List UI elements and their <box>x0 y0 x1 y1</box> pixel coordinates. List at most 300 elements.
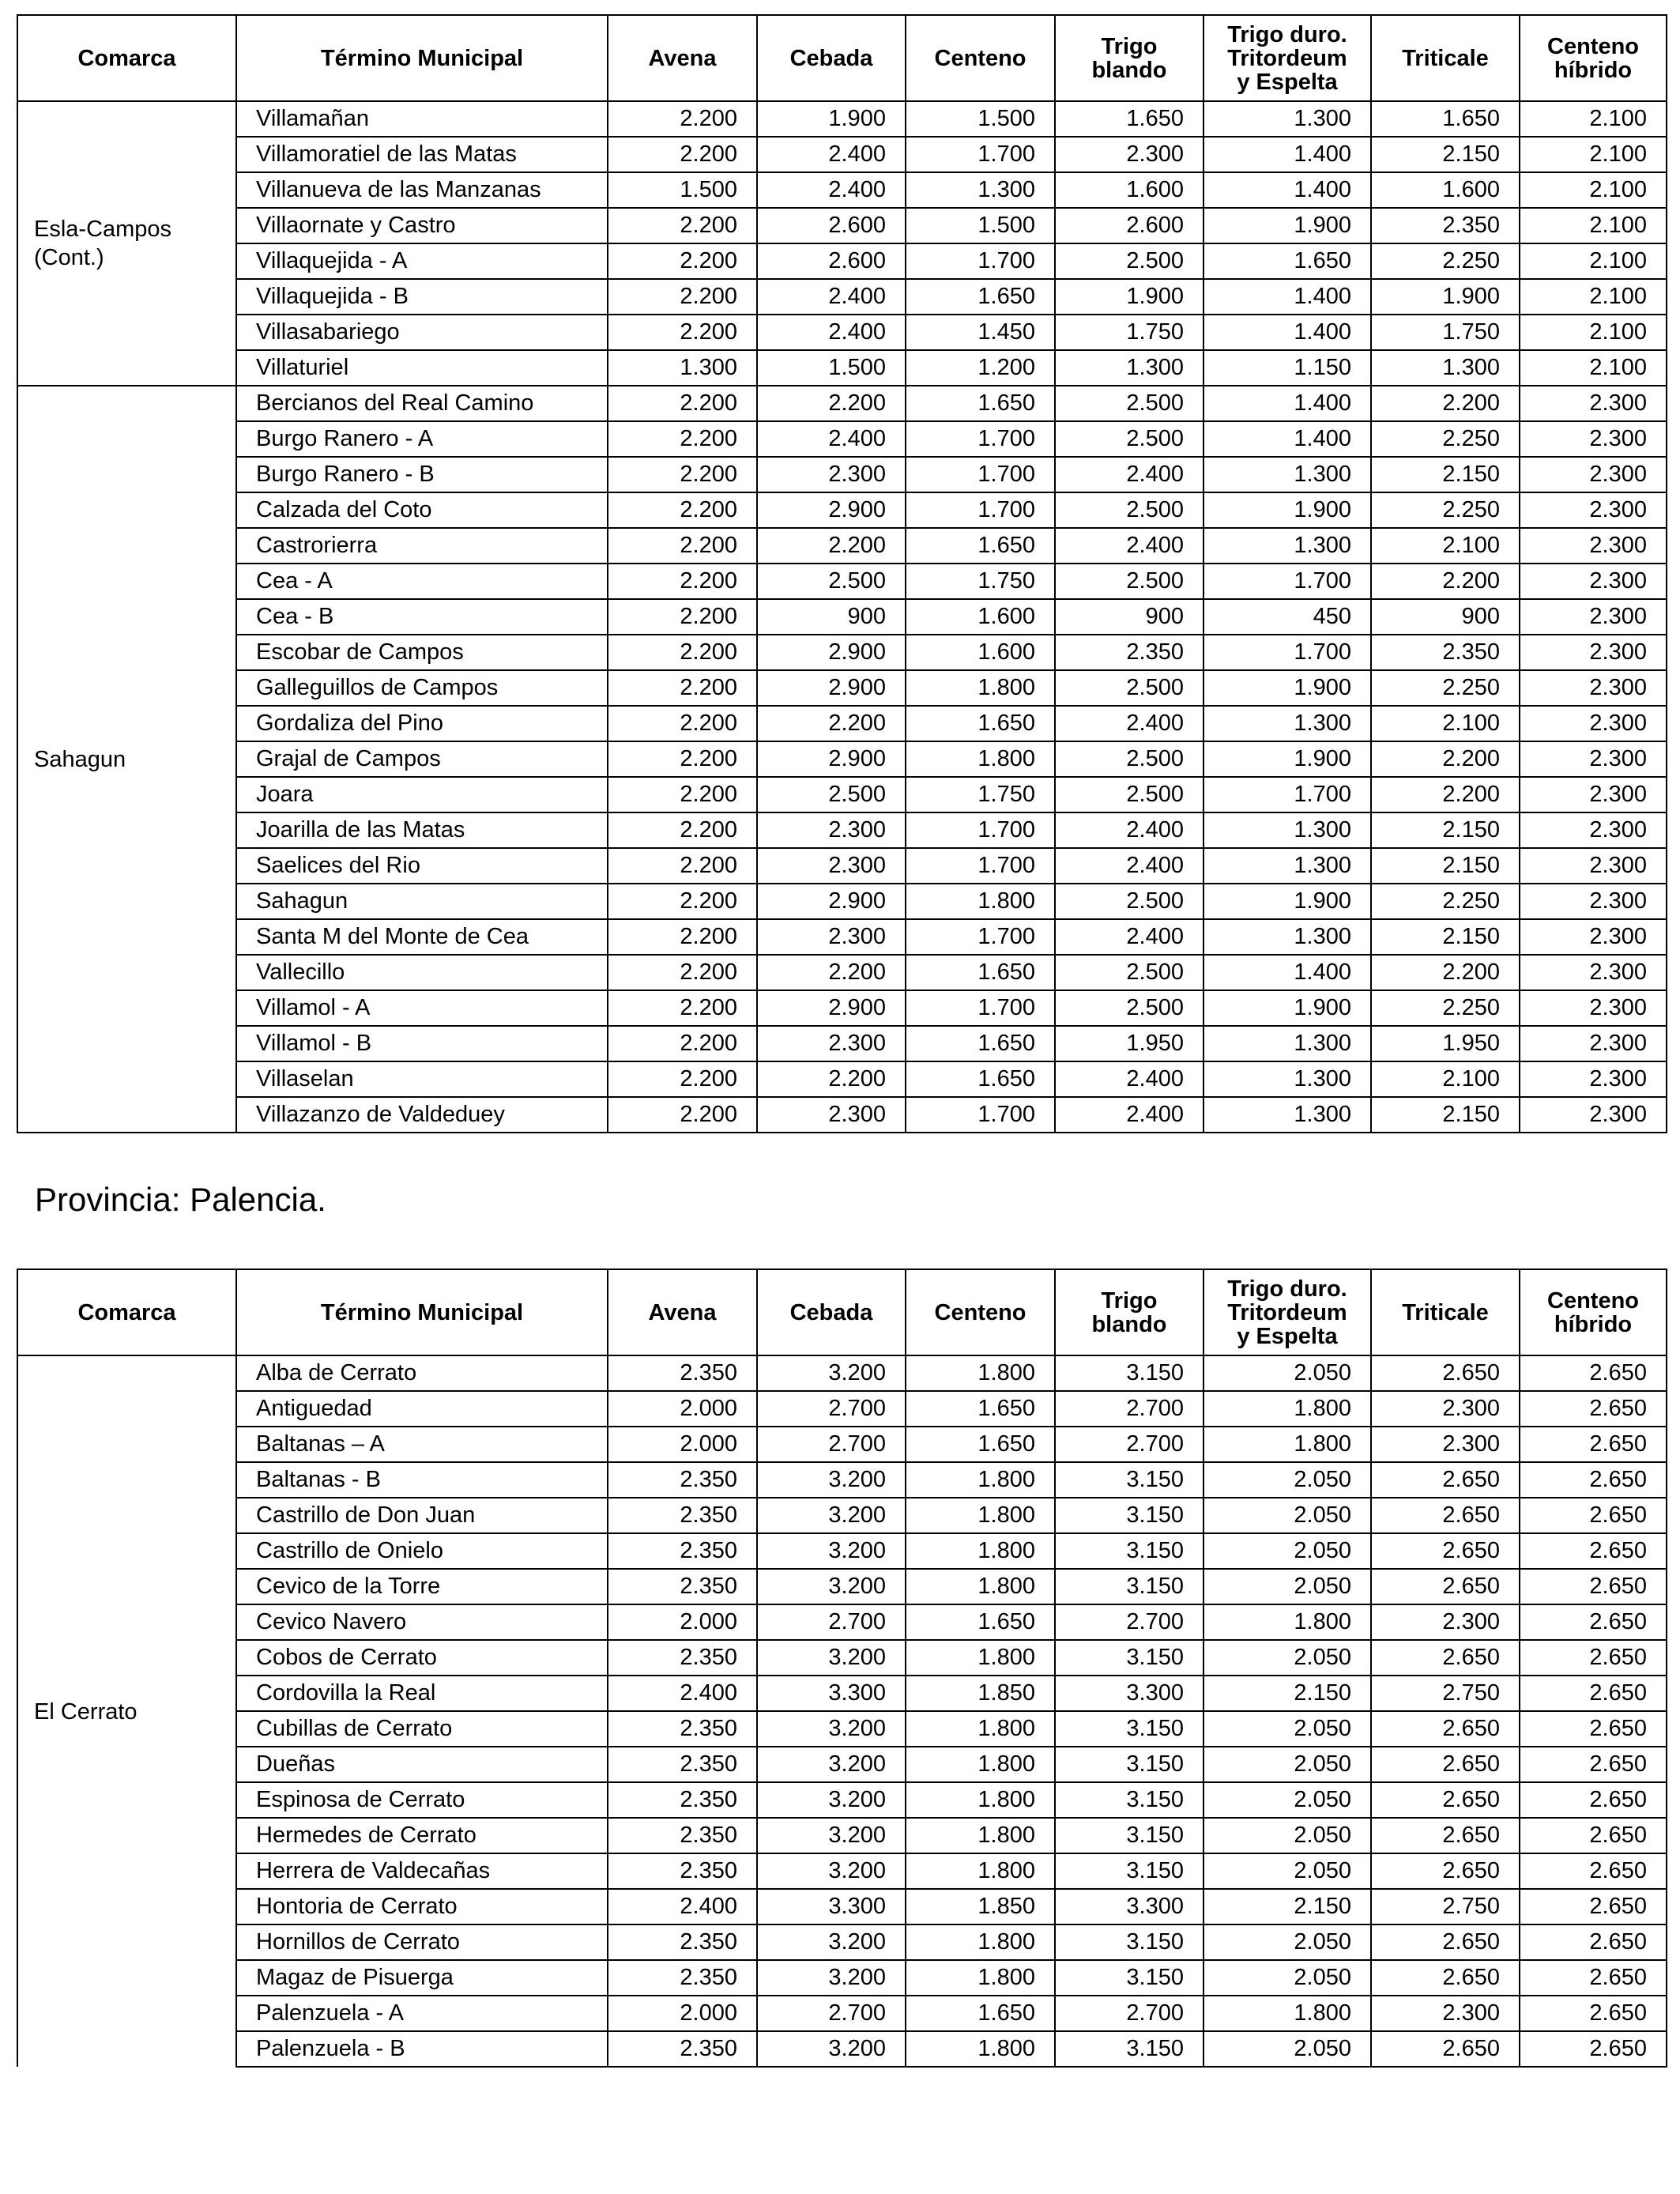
avena-cell: 2.200 <box>608 457 757 492</box>
centeno-hibrido-cell: 2.300 <box>1520 741 1667 777</box>
table-row <box>17 457 1667 492</box>
table-row <box>17 706 1667 741</box>
trigo-blando-cell: 2.400 <box>1055 1061 1203 1097</box>
table-row <box>17 386 1667 421</box>
avena-cell: 2.350 <box>608 1462 757 1498</box>
cebada-cell: 2.500 <box>757 777 906 812</box>
table-row <box>17 1782 1667 1818</box>
trigo-duro-cell: 1.800 <box>1203 1604 1371 1640</box>
avena-cell: 2.200 <box>608 990 757 1026</box>
triticale-cell: 2.650 <box>1371 1462 1520 1498</box>
trigo-duro-cell: 1.300 <box>1203 528 1371 564</box>
triticale-cell: 2.650 <box>1371 1498 1520 1533</box>
triticale-cell: 2.150 <box>1371 1097 1520 1133</box>
trigo-blando-cell: 3.150 <box>1055 1711 1203 1747</box>
avena-cell: 2.000 <box>608 1427 757 1462</box>
cebada-cell: 2.300 <box>757 848 906 884</box>
termino-municipal-cell: Hontoria de Cerrato <box>236 1889 608 1924</box>
centeno-cell: 1.800 <box>906 884 1055 919</box>
termino-municipal-cell: Hornillos de Cerrato <box>236 1924 608 1960</box>
cebada-cell: 3.200 <box>757 1640 906 1676</box>
trigo-duro-cell: 1.900 <box>1203 208 1371 243</box>
table-row <box>17 137 1667 172</box>
centeno-cell: 1.700 <box>906 848 1055 884</box>
centeno-hibrido-cell: 2.100 <box>1520 315 1667 350</box>
trigo-blando-cell: 1.300 <box>1055 350 1203 386</box>
table-row <box>17 350 1667 386</box>
centeno-hibrido-cell: 2.650 <box>1520 1996 1667 2031</box>
triticale-cell: 1.750 <box>1371 315 1520 350</box>
centeno-hibrido-cell: 2.650 <box>1520 1640 1667 1676</box>
trigo-duro-cell: 1.700 <box>1203 564 1371 599</box>
centeno-cell: 1.500 <box>906 208 1055 243</box>
triticale-cell: 2.650 <box>1371 1569 1520 1604</box>
centeno-hibrido-cell: 2.650 <box>1520 1391 1667 1427</box>
cebada-cell: 2.900 <box>757 492 906 528</box>
centeno-cell: 1.800 <box>906 1747 1055 1782</box>
termino-municipal-cell: Santa M del Monte de Cea <box>236 919 608 955</box>
avena-cell: 2.200 <box>608 1061 757 1097</box>
table-row <box>17 492 1667 528</box>
cebada-cell: 2.700 <box>757 1996 906 2031</box>
table-body <box>17 1355 1667 2067</box>
header-comarca: Comarca <box>17 15 236 101</box>
cebada-cell: 3.200 <box>757 1711 906 1747</box>
header-termino-municipal: Término Municipal <box>236 1269 608 1355</box>
avena-cell: 2.200 <box>608 599 757 635</box>
termino-municipal-cell: Palenzuela - B <box>236 2031 608 2067</box>
header-trigo-blando: Trigo blando <box>1055 1269 1203 1355</box>
triticale-cell: 2.650 <box>1371 1818 1520 1853</box>
triticale-cell: 2.200 <box>1371 741 1520 777</box>
cebada-cell: 3.200 <box>757 2031 906 2067</box>
triticale-cell: 2.200 <box>1371 777 1520 812</box>
trigo-blando-cell: 3.150 <box>1055 1498 1203 1533</box>
termino-municipal-cell: Burgo Ranero - A <box>236 421 608 457</box>
triticale-cell: 2.650 <box>1371 1640 1520 1676</box>
avena-cell: 2.200 <box>608 315 757 350</box>
header-centeno-hibrido: Centeno híbrido <box>1520 15 1667 101</box>
cebada-cell: 2.400 <box>757 421 906 457</box>
table-row <box>17 635 1667 670</box>
centeno-cell: 1.700 <box>906 457 1055 492</box>
cebada-cell: 3.200 <box>757 1747 906 1782</box>
trigo-blando-cell: 3.150 <box>1055 1355 1203 1391</box>
termino-municipal-cell: Herrera de Valdecañas <box>236 1853 608 1889</box>
trigo-duro-cell: 2.050 <box>1203 1569 1371 1604</box>
triticale-cell: 2.250 <box>1371 884 1520 919</box>
centeno-cell: 1.700 <box>906 243 1055 279</box>
table-row <box>17 101 1667 137</box>
termino-municipal-cell: Villazanzo de Valdeduey <box>236 1097 608 1133</box>
centeno-hibrido-cell: 2.300 <box>1520 670 1667 706</box>
triticale-cell: 2.650 <box>1371 1924 1520 1960</box>
header-cebada: Cebada <box>757 15 906 101</box>
province-heading: Provincia: Palencia. <box>35 1181 326 1218</box>
termino-municipal-cell: Cea - B <box>236 599 608 635</box>
trigo-blando-cell: 2.500 <box>1055 741 1203 777</box>
centeno-hibrido-cell: 2.100 <box>1520 243 1667 279</box>
centeno-hibrido-cell: 2.300 <box>1520 919 1667 955</box>
triticale-cell: 1.300 <box>1371 350 1520 386</box>
table-row <box>17 599 1667 635</box>
table-row <box>17 1533 1667 1569</box>
avena-cell: 2.000 <box>608 1996 757 2031</box>
table-row <box>17 848 1667 884</box>
termino-municipal-cell: Cubillas de Cerrato <box>236 1711 608 1747</box>
centeno-cell: 1.800 <box>906 1498 1055 1533</box>
table-body <box>17 101 1667 1133</box>
table-row <box>17 315 1667 350</box>
cebada-cell: 3.200 <box>757 1462 906 1498</box>
avena-cell: 2.200 <box>608 492 757 528</box>
header-triticale: Triticale <box>1371 15 1520 101</box>
centeno-hibrido-cell: 2.300 <box>1520 812 1667 848</box>
centeno-hibrido-cell: 2.300 <box>1520 706 1667 741</box>
trigo-duro-cell: 2.050 <box>1203 1533 1371 1569</box>
centeno-hibrido-cell: 2.100 <box>1520 101 1667 137</box>
centeno-hibrido-cell: 2.650 <box>1520 1569 1667 1604</box>
header-trigo-blando: Trigo blando <box>1055 15 1203 101</box>
triticale-cell: 2.100 <box>1371 706 1520 741</box>
termino-municipal-cell: Grajal de Campos <box>236 741 608 777</box>
termino-municipal-cell: Magaz de Pisuerga <box>236 1960 608 1996</box>
cebada-cell: 2.700 <box>757 1391 906 1427</box>
trigo-duro-cell: 450 <box>1203 599 1371 635</box>
trigo-duro-cell: 2.050 <box>1203 1818 1371 1853</box>
centeno-cell: 1.750 <box>906 564 1055 599</box>
header-centeno-hibrido: Centeno híbrido <box>1520 1269 1667 1355</box>
termino-municipal-cell: Villaturiel <box>236 350 608 386</box>
cebada-cell: 3.300 <box>757 1889 906 1924</box>
avena-cell: 2.000 <box>608 1604 757 1640</box>
avena-cell: 2.350 <box>608 1960 757 1996</box>
triticale-cell: 2.650 <box>1371 1747 1520 1782</box>
centeno-hibrido-cell: 2.650 <box>1520 1427 1667 1462</box>
cebada-cell: 2.200 <box>757 1061 906 1097</box>
header-comarca: Comarca <box>17 1269 236 1355</box>
avena-cell: 2.200 <box>608 1026 757 1061</box>
table-row <box>17 421 1667 457</box>
table-row <box>17 1097 1667 1133</box>
trigo-duro-cell: 1.900 <box>1203 492 1371 528</box>
centeno-cell: 1.500 <box>906 101 1055 137</box>
table-row <box>17 1996 1667 2031</box>
centeno-hibrido-cell: 2.300 <box>1520 990 1667 1026</box>
trigo-blando-cell: 2.500 <box>1055 670 1203 706</box>
centeno-hibrido-cell: 2.300 <box>1520 1061 1667 1097</box>
centeno-cell: 1.800 <box>906 1640 1055 1676</box>
centeno-hibrido-cell: 2.650 <box>1520 1711 1667 1747</box>
triticale-cell: 2.150 <box>1371 137 1520 172</box>
trigo-duro-cell: 2.050 <box>1203 1782 1371 1818</box>
table-row <box>17 243 1667 279</box>
centeno-hibrido-cell: 2.100 <box>1520 350 1667 386</box>
centeno-cell: 1.800 <box>906 1853 1055 1889</box>
trigo-duro-cell: 2.050 <box>1203 1853 1371 1889</box>
table-row <box>17 990 1667 1026</box>
centeno-hibrido-cell: 2.650 <box>1520 1818 1667 1853</box>
triticale-cell: 2.250 <box>1371 990 1520 1026</box>
centeno-hibrido-cell: 2.100 <box>1520 172 1667 208</box>
termino-municipal-cell: Cordovilla la Real <box>236 1676 608 1711</box>
termino-municipal-cell: Villaquejida - A <box>236 243 608 279</box>
avena-cell: 2.200 <box>608 670 757 706</box>
avena-cell: 2.350 <box>608 1533 757 1569</box>
trigo-blando-cell: 2.700 <box>1055 1996 1203 2031</box>
trigo-duro-cell: 1.400 <box>1203 137 1371 172</box>
header-avena: Avena <box>608 1269 757 1355</box>
avena-cell: 2.400 <box>608 1676 757 1711</box>
centeno-hibrido-cell: 2.100 <box>1520 137 1667 172</box>
trigo-duro-cell: 1.300 <box>1203 812 1371 848</box>
trigo-blando-cell: 2.500 <box>1055 990 1203 1026</box>
termino-municipal-cell: Gordaliza del Pino <box>236 706 608 741</box>
termino-municipal-cell: Bercianos del Real Camino <box>236 386 608 421</box>
table-row <box>17 564 1667 599</box>
cebada-cell: 2.300 <box>757 812 906 848</box>
centeno-cell: 1.650 <box>906 1427 1055 1462</box>
centeno-cell: 1.850 <box>906 1889 1055 1924</box>
termino-municipal-cell: Sahagun <box>236 884 608 919</box>
trigo-blando-cell: 2.400 <box>1055 1097 1203 1133</box>
centeno-cell: 1.700 <box>906 421 1055 457</box>
cebada-cell: 3.200 <box>757 1782 906 1818</box>
termino-municipal-cell: Villamoratiel de las Matas <box>236 137 608 172</box>
cebada-cell: 2.700 <box>757 1604 906 1640</box>
trigo-duro-cell: 1.700 <box>1203 777 1371 812</box>
table-row <box>17 812 1667 848</box>
trigo-blando-cell: 2.600 <box>1055 208 1203 243</box>
table-row <box>17 1676 1667 1711</box>
centeno-hibrido-cell: 2.650 <box>1520 1889 1667 1924</box>
avena-cell: 2.350 <box>608 1818 757 1853</box>
cebada-cell: 3.200 <box>757 1533 906 1569</box>
trigo-duro-cell: 2.050 <box>1203 1960 1371 1996</box>
trigo-duro-cell: 1.900 <box>1203 670 1371 706</box>
triticale-cell: 2.350 <box>1371 635 1520 670</box>
table-row <box>17 2031 1667 2067</box>
cebada-cell: 2.300 <box>757 1097 906 1133</box>
centeno-cell: 1.800 <box>906 1782 1055 1818</box>
cebada-cell: 3.200 <box>757 1498 906 1533</box>
header-triticale: Triticale <box>1371 1269 1520 1355</box>
trigo-blando-cell: 2.700 <box>1055 1604 1203 1640</box>
centeno-cell: 1.800 <box>906 670 1055 706</box>
centeno-cell: 1.650 <box>906 1604 1055 1640</box>
centeno-hibrido-cell: 2.650 <box>1520 1924 1667 1960</box>
trigo-duro-cell: 1.400 <box>1203 421 1371 457</box>
trigo-duro-cell: 1.400 <box>1203 172 1371 208</box>
centeno-hibrido-cell: 2.300 <box>1520 457 1667 492</box>
table-row <box>17 1924 1667 1960</box>
centeno-cell: 1.650 <box>906 386 1055 421</box>
triticale-cell: 2.250 <box>1371 670 1520 706</box>
cebada-cell: 2.900 <box>757 635 906 670</box>
trigo-blando-cell: 1.900 <box>1055 279 1203 315</box>
termino-municipal-cell: Palenzuela - A <box>236 1996 608 2031</box>
trigo-blando-cell: 2.500 <box>1055 955 1203 990</box>
table-row <box>17 1427 1667 1462</box>
cebada-cell: 2.500 <box>757 564 906 599</box>
cebada-cell: 2.300 <box>757 457 906 492</box>
trigo-duro-cell: 2.050 <box>1203 1640 1371 1676</box>
trigo-duro-cell: 1.800 <box>1203 1391 1371 1427</box>
centeno-cell: 1.800 <box>906 1960 1055 1996</box>
trigo-blando-cell: 2.700 <box>1055 1391 1203 1427</box>
trigo-duro-cell: 1.900 <box>1203 884 1371 919</box>
centeno-hibrido-cell: 2.300 <box>1520 955 1667 990</box>
cebada-cell: 2.200 <box>757 528 906 564</box>
table-row <box>17 1960 1667 1996</box>
avena-cell: 2.350 <box>608 1498 757 1533</box>
trigo-blando-cell: 3.300 <box>1055 1889 1203 1924</box>
comarca-cell: Sahagun <box>17 386 236 1133</box>
cebada-cell: 2.900 <box>757 741 906 777</box>
centeno-hibrido-cell: 2.300 <box>1520 1097 1667 1133</box>
trigo-blando-cell: 2.400 <box>1055 457 1203 492</box>
trigo-duro-cell: 1.400 <box>1203 955 1371 990</box>
avena-cell: 2.200 <box>608 208 757 243</box>
cebada-cell: 900 <box>757 599 906 635</box>
centeno-cell: 1.800 <box>906 1569 1055 1604</box>
avena-cell: 2.200 <box>608 279 757 315</box>
triticale-cell: 2.350 <box>1371 208 1520 243</box>
triticale-cell: 2.150 <box>1371 457 1520 492</box>
termino-municipal-cell: Espinosa de Cerrato <box>236 1782 608 1818</box>
termino-municipal-cell: Villamol - A <box>236 990 608 1026</box>
triticale-cell: 2.250 <box>1371 243 1520 279</box>
cebada-cell: 3.200 <box>757 1569 906 1604</box>
termino-municipal-cell: Villasabariego <box>236 315 608 350</box>
triticale-cell: 2.650 <box>1371 1355 1520 1391</box>
trigo-duro-cell: 2.150 <box>1203 1676 1371 1711</box>
trigo-blando-cell: 3.150 <box>1055 1782 1203 1818</box>
termino-municipal-cell: Cobos de Cerrato <box>236 1640 608 1676</box>
table-row <box>17 1569 1667 1604</box>
trigo-blando-cell: 2.500 <box>1055 421 1203 457</box>
trigo-duro-cell: 1.300 <box>1203 1061 1371 1097</box>
trigo-duro-cell: 1.400 <box>1203 386 1371 421</box>
centeno-hibrido-cell: 2.650 <box>1520 1498 1667 1533</box>
avena-cell: 2.350 <box>608 1355 757 1391</box>
avena-cell: 2.200 <box>608 564 757 599</box>
trigo-duro-cell: 2.050 <box>1203 1355 1371 1391</box>
triticale-cell: 2.750 <box>1371 1889 1520 1924</box>
table-row <box>17 1391 1667 1427</box>
triticale-cell: 2.650 <box>1371 1782 1520 1818</box>
centeno-cell: 1.650 <box>906 706 1055 741</box>
cebada-cell: 1.900 <box>757 101 906 137</box>
comarca-cell: Esla-Campos (Cont.) <box>17 101 236 386</box>
table-row <box>17 279 1667 315</box>
termino-municipal-cell: Joarilla de las Matas <box>236 812 608 848</box>
termino-municipal-cell: Cevico de la Torre <box>236 1569 608 1604</box>
trigo-duro-cell: 1.800 <box>1203 1427 1371 1462</box>
termino-municipal-cell: Villaornate y Castro <box>236 208 608 243</box>
triticale-cell: 2.200 <box>1371 564 1520 599</box>
avena-cell: 2.200 <box>608 955 757 990</box>
cebada-cell: 2.700 <box>757 1427 906 1462</box>
triticale-cell: 2.250 <box>1371 492 1520 528</box>
cebada-cell: 2.400 <box>757 137 906 172</box>
triticale-cell: 1.900 <box>1371 279 1520 315</box>
triticale-cell: 2.650 <box>1371 1960 1520 1996</box>
trigo-duro-cell: 2.050 <box>1203 1498 1371 1533</box>
table-row <box>17 777 1667 812</box>
centeno-cell: 1.800 <box>906 1462 1055 1498</box>
avena-cell: 2.000 <box>608 1391 757 1427</box>
trigo-duro-cell: 1.900 <box>1203 741 1371 777</box>
avena-cell: 2.200 <box>608 243 757 279</box>
centeno-cell: 1.800 <box>906 1711 1055 1747</box>
avena-cell: 2.200 <box>608 884 757 919</box>
centeno-cell: 1.650 <box>906 1026 1055 1061</box>
header-centeno: Centeno <box>906 15 1055 101</box>
termino-municipal-cell: Dueñas <box>236 1747 608 1782</box>
cebada-cell: 2.900 <box>757 990 906 1026</box>
termino-municipal-cell: Galleguillos de Campos <box>236 670 608 706</box>
avena-cell: 1.500 <box>608 172 757 208</box>
triticale-cell: 2.650 <box>1371 1853 1520 1889</box>
termino-municipal-cell: Villanueva de las Manzanas <box>236 172 608 208</box>
triticale-cell: 2.150 <box>1371 848 1520 884</box>
trigo-duro-cell: 2.050 <box>1203 2031 1371 2067</box>
avena-cell: 2.350 <box>608 2031 757 2067</box>
table-row <box>17 1889 1667 1924</box>
centeno-hibrido-cell: 2.650 <box>1520 2031 1667 2067</box>
table-row <box>17 1640 1667 1676</box>
triticale-cell: 2.300 <box>1371 1996 1520 2031</box>
table-row <box>17 1026 1667 1061</box>
centeno-hibrido-cell: 2.650 <box>1520 1960 1667 1996</box>
triticale-cell: 900 <box>1371 599 1520 635</box>
trigo-blando-cell: 2.400 <box>1055 919 1203 955</box>
trigo-blando-cell: 2.400 <box>1055 706 1203 741</box>
avena-cell: 2.200 <box>608 706 757 741</box>
trigo-duro-cell: 2.050 <box>1203 1711 1371 1747</box>
yields-table-palencia <box>17 1269 1667 2068</box>
cebada-cell: 2.300 <box>757 919 906 955</box>
trigo-duro-cell: 1.400 <box>1203 315 1371 350</box>
avena-cell: 2.350 <box>608 1747 757 1782</box>
avena-cell: 2.200 <box>608 635 757 670</box>
termino-municipal-cell: Vallecillo <box>236 955 608 990</box>
trigo-duro-cell: 1.300 <box>1203 457 1371 492</box>
centeno-cell: 1.700 <box>906 492 1055 528</box>
centeno-cell: 1.650 <box>906 1391 1055 1427</box>
trigo-duro-cell: 1.300 <box>1203 1026 1371 1061</box>
centeno-hibrido-cell: 2.300 <box>1520 564 1667 599</box>
trigo-duro-cell: 1.700 <box>1203 635 1371 670</box>
trigo-blando-cell: 1.950 <box>1055 1026 1203 1061</box>
termino-municipal-cell: Joara <box>236 777 608 812</box>
table-row <box>17 1853 1667 1889</box>
trigo-blando-cell: 2.300 <box>1055 137 1203 172</box>
cebada-cell: 2.900 <box>757 884 906 919</box>
trigo-blando-cell: 2.500 <box>1055 884 1203 919</box>
avena-cell: 2.400 <box>608 1889 757 1924</box>
trigo-duro-cell: 1.150 <box>1203 350 1371 386</box>
triticale-cell: 2.300 <box>1371 1427 1520 1462</box>
centeno-hibrido-cell: 2.100 <box>1520 279 1667 315</box>
centeno-cell: 1.650 <box>906 279 1055 315</box>
trigo-duro-cell: 2.050 <box>1203 1747 1371 1782</box>
centeno-cell: 1.600 <box>906 599 1055 635</box>
termino-municipal-cell: Castrillo de Onielo <box>236 1533 608 1569</box>
centeno-cell: 1.650 <box>906 528 1055 564</box>
trigo-blando-cell: 2.400 <box>1055 848 1203 884</box>
